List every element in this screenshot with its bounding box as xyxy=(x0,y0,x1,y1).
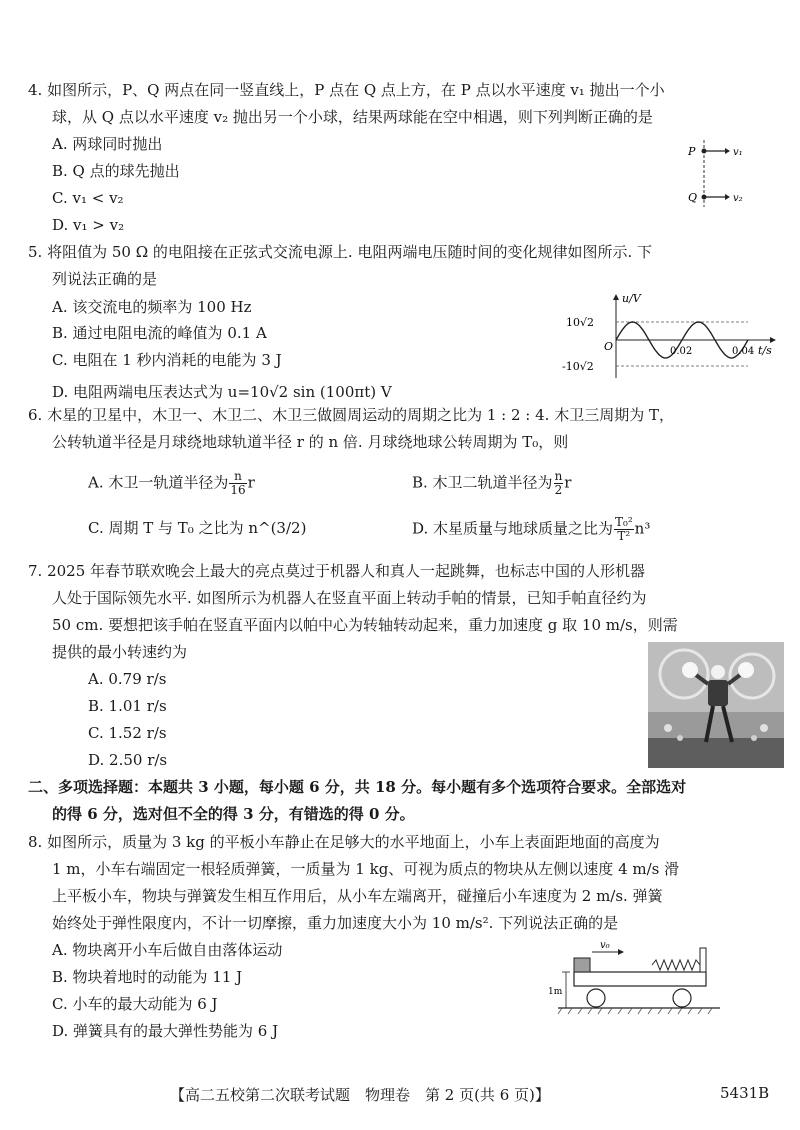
q8-option-c: C. 小车的最大动能为 6 J xyxy=(52,995,218,1013)
x-tick-0-02: 0.02 xyxy=(670,346,693,357)
q4-stem-line1: 4. 如图所示，P、Q 两点在同一竖直线上，P 点在 Q 点上方，在 P 点以水平速度 v₁ 抛出一个小 xyxy=(28,81,665,99)
handkerchief-left xyxy=(682,662,698,678)
point-q xyxy=(702,195,707,200)
dancer-2 xyxy=(760,724,768,732)
height-label: 1m xyxy=(548,987,563,997)
q4-stem-line2: 球，从 Q 点以水平速度 v₂ 抛出另一个小球，结果两球能在空中相遇，则下列判断正确的是 xyxy=(52,108,653,126)
point-p xyxy=(702,149,707,154)
section2-heading-line1: 二、多项选择题：本题共 3 小题，每小题 6 分，共 18 分。每小题有多个选项符合要求。全部选对 xyxy=(28,778,687,796)
handkerchief-right xyxy=(738,662,754,678)
dancer-3 xyxy=(677,735,683,741)
q6-b-fraction xyxy=(554,470,564,497)
dancer-1 xyxy=(664,724,672,732)
y-tick-min: -10√2 xyxy=(562,360,594,373)
block xyxy=(574,958,590,972)
q8-stem-line4: 始终处于弹性限度内，不计一切摩擦，重力加速度大小为 10 m/s². 下列说法正确的是 xyxy=(52,914,619,932)
q5-option-c: C. 电阻在 1 秒内消耗的电能为 3 J xyxy=(52,351,282,369)
v2-arrowhead xyxy=(725,194,730,200)
q4-option-d: D. v₁ > v₂ xyxy=(52,216,125,234)
q7-stem-line2: 人处于国际领先水平. 如图所示为机器人在竖直平面上转动手帕的情景，已知手帕直径约为 xyxy=(52,589,647,607)
q6-b-denominator: 2 xyxy=(554,483,563,497)
v0-label: v₀ xyxy=(600,940,610,951)
origin-label: O xyxy=(604,340,614,353)
q8-option-d: D. 弹簧具有的最大弹性势能为 6 J xyxy=(52,1022,279,1040)
section2-heading-line2: 的得 6 分，选对但不全的得 3 分，有错选的得 0 分。 xyxy=(52,805,415,823)
q7-option-c: C. 1.52 r/s xyxy=(88,724,167,742)
q5-option-a: A. 该交流电的频率为 100 Hz xyxy=(52,298,252,316)
q4-figure xyxy=(680,135,760,210)
q8-stem-line2: 1 m，小车右端固定一根轻质弹簧，一质量为 1 kg、可视为质点的物块从左侧以速度 4 m/s 滑 xyxy=(52,860,680,878)
q6-a-text: A. 木卫一轨道半径为 xyxy=(88,473,229,492)
q7-stem-line1: 7. 2025 年春节联欢晚会上最大的亮点莫过于机器人和真人一起跳舞，也标志中国的人形机器 xyxy=(28,562,646,580)
q8-stem-line1: 8. 如图所示，质量为 3 kg 的平板小车静止在足够大的水平地面上，小车上表面距地面的高度为 xyxy=(28,833,660,851)
paper-code: 5431B xyxy=(720,1084,770,1102)
q4-option-b: B. Q 点的球先抛出 xyxy=(52,162,180,180)
x-tick-0-04: 0.04 xyxy=(732,346,755,357)
stage-floor xyxy=(648,738,784,768)
spring-wall xyxy=(700,948,706,972)
q6-option-a xyxy=(88,470,255,497)
q6-option-c: C. 周期 T 与 T₀ 之比为 n^(3/2) xyxy=(88,519,307,537)
q5-option-b: B. 通过电阻电流的峰值为 0.1 A xyxy=(52,324,267,342)
q7-option-a: A. 0.79 r/s xyxy=(88,670,167,688)
q6-b-numerator: n xyxy=(554,469,563,483)
q7-stem-line4: 提供的最小转速约为 xyxy=(52,643,188,661)
robot-dance-photo xyxy=(648,642,784,768)
x-axis-label: t/s xyxy=(758,344,772,357)
label-p: P xyxy=(688,145,696,158)
q6-d-suffix: n³ xyxy=(634,519,651,538)
y-axis-arrowhead xyxy=(613,294,619,300)
wheel-right xyxy=(673,989,691,1007)
q6-a-denominator: 16 xyxy=(230,483,246,497)
y-axis-label: u/V xyxy=(622,292,641,305)
q6-a-numerator: n xyxy=(229,470,246,484)
q4-option-a: A. 两球同时抛出 xyxy=(52,135,163,153)
page-footer: 【高二五校第二次联考试题 物理卷 第 2 页(共 6 页)】 xyxy=(170,1086,550,1104)
q6-b-suffix: r xyxy=(564,473,572,492)
dancer-4 xyxy=(751,735,757,741)
q6-stem-line1: 6. 木星的卫星中，木卫一、木卫二、木卫三做圆周运动的周期之比为 1 : 2 : 4. 木卫三周期为 T， xyxy=(28,406,674,424)
spring xyxy=(652,960,700,970)
v1-arrowhead xyxy=(725,148,730,154)
q6-a-fraction xyxy=(229,470,246,497)
q6-d-fraction xyxy=(614,516,634,543)
cart-platform xyxy=(574,972,706,986)
q6-stem-line2: 公转轨道半径是月球绕地球轨道半径 r 的 n 倍. 月球绕地球公转周期为 T₀，则 xyxy=(52,433,569,451)
q7-option-d: D. 2.50 r/s xyxy=(88,751,168,769)
ground-hatch xyxy=(558,1008,712,1014)
x-axis-arrowhead xyxy=(770,337,776,343)
q8-stem-line3: 上平板小车，物块与弹簧发生相互作用后，从小车左端离开，碰撞后小车速度为 2 m/s. 弹簧 xyxy=(52,887,663,905)
q6-b-text: B. 木卫二轨道半径为 xyxy=(412,473,553,492)
q7-option-b: B. 1.01 r/s xyxy=(88,697,167,715)
v0-arrowhead xyxy=(618,949,624,955)
q7-stem-line3: 50 cm. 要想把该手帕在竖直平面内以帕中心为转轴转动起来，重力加速度 g 取 10 m/s，则需 xyxy=(52,616,678,634)
robot-torso xyxy=(708,680,728,706)
q6-a-suffix: r xyxy=(247,473,255,492)
q6-d-denominator: T² xyxy=(617,529,631,543)
q5-stem-line1: 5. 将阻值为 50 Ω 的电阻接在正弦式交流电源上. 电阻两端电压随时间的变化规律如图所示. 下 xyxy=(28,243,652,261)
q5-voltage-chart xyxy=(560,292,785,387)
q6-d-numerator: T₀² xyxy=(615,515,633,529)
q6-option-d xyxy=(412,516,650,543)
q8-cart-figure xyxy=(548,938,726,1018)
q6-d-text: D. 木星质量与地球质量之比为 xyxy=(412,519,614,538)
q5-stem-line2: 列说法正确的是 xyxy=(52,270,158,288)
label-v2: v₂ xyxy=(733,193,743,204)
robot-head xyxy=(711,665,725,679)
q8-option-a: A. 物块离开小车后做自由落体运动 xyxy=(52,941,283,959)
wheel-left xyxy=(587,989,605,1007)
label-v1: v₁ xyxy=(733,147,743,158)
label-q: Q xyxy=(688,191,698,204)
q5-option-d: D. 电阻两端电压表达式为 u=10√2 sin (100πt) V xyxy=(52,383,392,401)
q8-option-b: B. 物块着地时的动能为 11 J xyxy=(52,968,243,986)
q4-option-c: C. v₁ < v₂ xyxy=(52,189,124,207)
q6-option-b xyxy=(412,470,571,497)
y-tick-max: 10√2 xyxy=(566,316,595,329)
